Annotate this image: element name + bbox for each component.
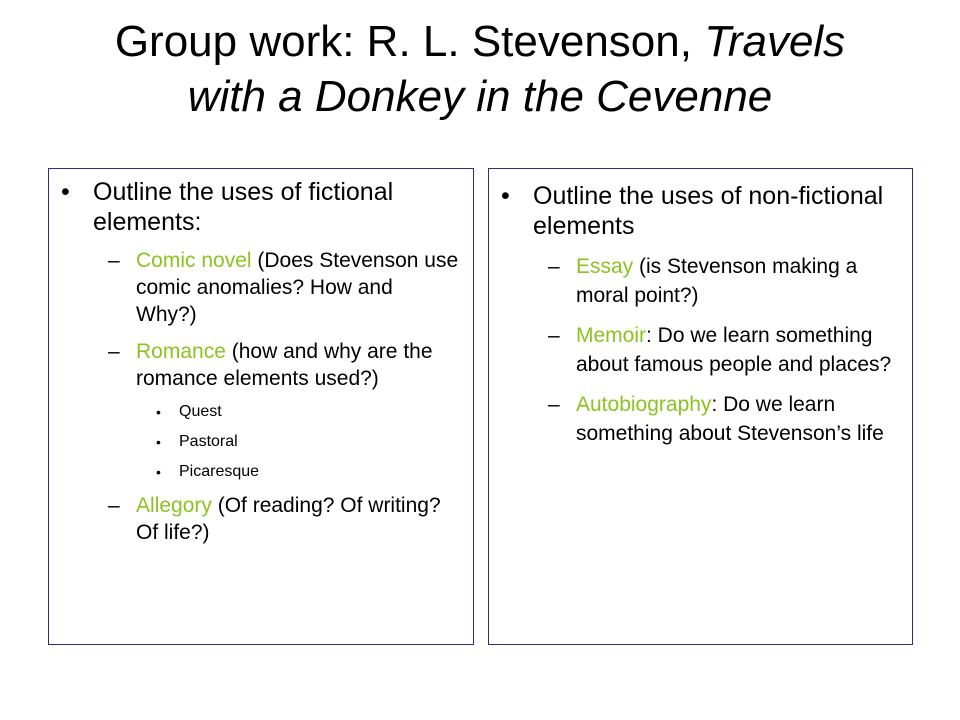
item-accent: Essay <box>576 255 634 278</box>
subitem-text: Pastoral <box>179 433 238 450</box>
left-heading: Outline the uses of fictional elements: <box>93 178 394 236</box>
title-prefix: Group work: R. L. Stevenson, <box>114 17 705 66</box>
list-item-essay <box>489 252 898 310</box>
subitem-pastoral <box>49 432 473 452</box>
item-accent: Comic novel <box>136 249 252 272</box>
subitem-picaresque <box>49 462 473 482</box>
dash-icon: – <box>108 249 120 272</box>
item-accent: Memoir <box>576 324 647 347</box>
item-text: (is Stevenson making a moral point?) <box>576 255 858 307</box>
non-fictional-elements-box <box>488 168 913 645</box>
dash-icon: – <box>108 494 120 517</box>
subitem-text: Picaresque <box>179 463 260 480</box>
title-line-1 <box>0 14 960 69</box>
subitem-quest <box>49 402 473 422</box>
right-heading-item <box>489 181 898 241</box>
dash-icon: – <box>548 393 560 416</box>
item-text: (Of reading? Of writing? Of life?) <box>136 494 441 544</box>
list-item-romance <box>49 338 459 392</box>
bullet-icon: • <box>156 404 161 420</box>
item-text: (how and why are the romance elements used?) <box>136 340 433 390</box>
list-item-memoir <box>489 321 898 379</box>
item-text: (Does Stevenson use comic anomalies? How and Why?) <box>136 249 459 326</box>
item-accent: Allegory <box>136 494 212 517</box>
item-text: : Do we learn something about Stevenson’s life <box>576 393 884 445</box>
list-item-allegory <box>49 492 459 546</box>
bullet-icon: • <box>501 182 510 210</box>
subitem-text: Quest <box>179 403 222 420</box>
title-italic-2: with a Donkey in the Cevenne <box>187 72 773 121</box>
item-text: : Do we learn something about famous people and places? <box>576 324 892 376</box>
item-accent: Romance <box>136 340 226 363</box>
left-heading-item <box>49 177 459 237</box>
title-italic-1: Travels <box>704 17 846 66</box>
bullet-icon: • <box>156 464 161 480</box>
item-accent: Autobiography <box>576 393 712 416</box>
right-heading: Outline the uses of non-fictional elements <box>533 182 884 240</box>
dash-icon: – <box>108 340 120 363</box>
list-item-comic-novel <box>49 247 459 328</box>
slide-title <box>0 14 960 124</box>
fictional-elements-box <box>48 168 474 645</box>
title-line-2 <box>0 69 960 124</box>
dash-icon: – <box>548 255 560 278</box>
bullet-icon: • <box>61 178 70 206</box>
dash-icon: – <box>548 324 560 347</box>
list-item-autobiography <box>489 390 898 448</box>
bullet-icon: • <box>156 434 161 450</box>
